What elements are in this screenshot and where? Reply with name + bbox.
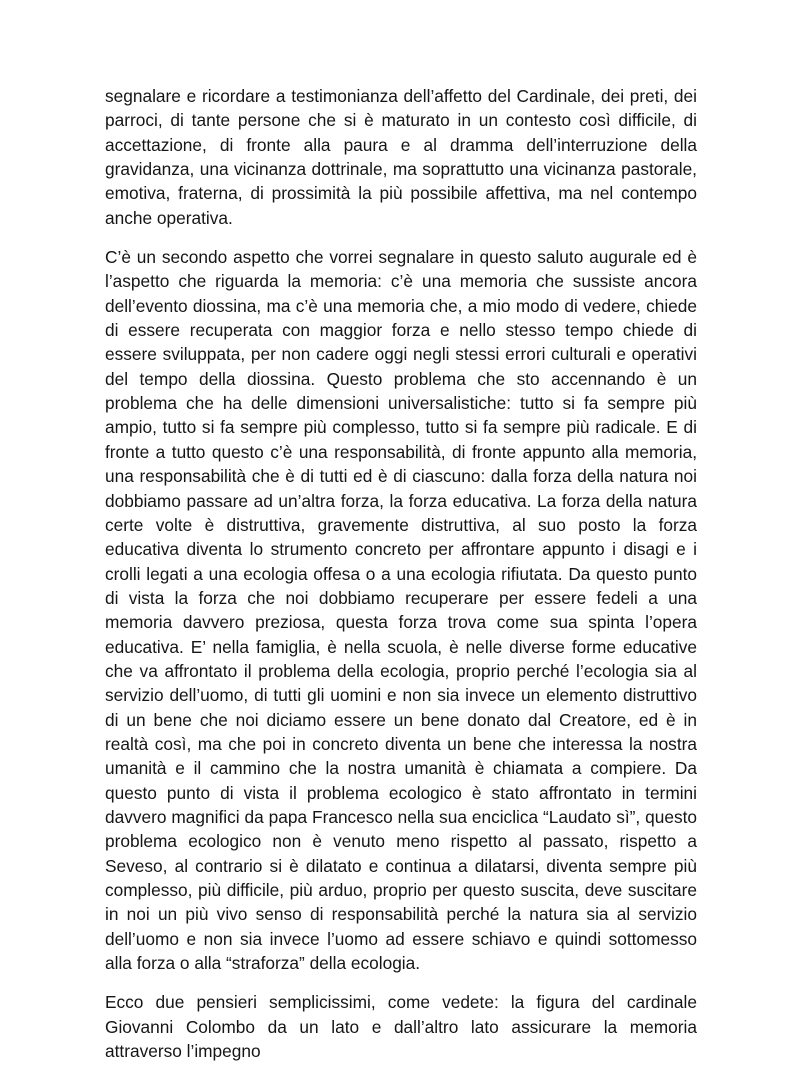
paragraph-1: segnalare e ricordare a testimonianza dell’affetto del Cardinale, dei preti, dei parroci, di tante persone che si è maturato in un contesto così difficile, di accettazione, di fronte alla paura e al dramma dell’interruzione della gravidanza, una vicinanza dottrinale, ma soprattutto una vicinanza pastorale, emotiva, fraterna, di prossimità la più possibile affettiva, ma nel contempo anche operativa.: [105, 86, 697, 228]
document-page: [105, 84, 697, 1078]
paragraph-3: Ecco due pensieri semplicissimi, come vedete: la figura del cardinale Giovanni Colombo da un lato e dall’altro lato assicurare la memoria attraverso l’impegno: [105, 992, 697, 1062]
paragraph-2: C’è un secondo aspetto che vorrei segnalare in questo saluto augurale ed è l’aspetto che riguarda la memoria: c’è una memoria che sussiste ancora dell’evento diossina, ma c’è una memoria che, a mio modo di vedere, chiede di essere recuperata con maggior forza e nello stesso tempo chiede di essere sviluppata, per non cadere oggi negli stessi errori culturali e operativi del tempo della diossina. Questo problema che sto accennando è un problema che ha delle dimensioni universalistiche: tutto si fa sempre più ampio, tutto si fa sempre più complesso, tutto si fa sempre più radicale. E di fronte a tutto questo c’è una responsabilità, di fronte appunto alla memoria, una responsabilità che è di tutti ed è di ciascuno: dalla forza della natura noi dobbiamo passare ad un’altra forza, la forza educativa. La forza della natura certe volte è distruttiva, gravemente distruttiva, al suo posto la forza educativa diventa lo strumento concreto per affrontare appunto i disagi e i crolli legati a una ecologia offesa o a una ecologia rifiutata. Da questo punto di vista la forza che noi dobbiamo recuperare per essere fedeli a una memoria davvero preziosa, questa forza trova come sua spinta l’opera educativa. E’ nella famiglia, è nella scuola, è nelle diverse forme educative che va affrontato il problema della ecologia, proprio perché l’ecologia sia al servizio dell’uomo, di tutti gli uomini e non sia invece un elemento distruttivo di un bene che noi diciamo essere un bene donato dal Creatore, ed è in realtà così, ma che poi in concreto diventa un bene che interessa la nostra umanità e il cammino che la nostra umanità è chiamata a compiere. Da questo punto di vista il problema ecologico è stato affrontato in termini davvero magnifici da papa Francesco nella sua enciclica “Laudato sì”, questo problema ecologico non è venuto meno rispetto al passato, rispetto a Seveso, al contrario si è dilatato e continua a dilatarsi, diventa sempre più complesso, più difficile, più arduo, proprio per questo suscita, deve suscitare in noi un più vivo senso di responsabilità perché la natura sia al servizio dell’uomo e non sia invece l’uomo ad essere schiavo e quindi sottomesso alla forza o alla “straforza” della ecologia.: [105, 247, 697, 974]
